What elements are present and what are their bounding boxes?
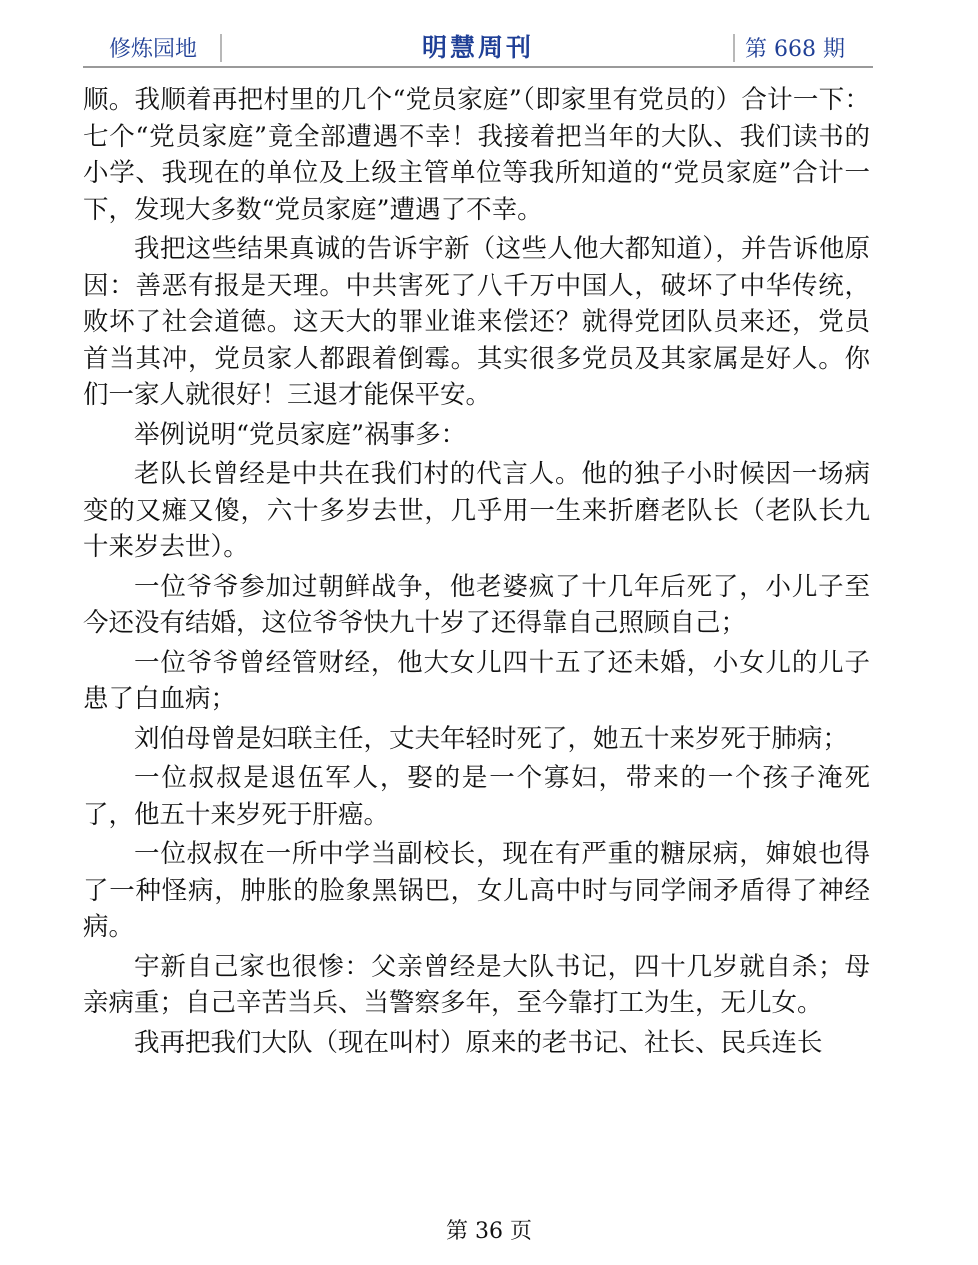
paragraph: 我把这些结果真诚的告诉宇新（这些人他大都知道），并告诉他原因：善恶有报是天理。中共害死了八千万中国人，破坏了中华传统，败坏了社会道德。这天大的罪业谁来偿还？就得党团队员来还，党员首当其冲，党员家人都跟着倒霉。其实很多党员及其家属是好人。你们一家人就很好！三退才能保平安。 [83,234,870,410]
paragraph: 刘伯母曾是妇联主任，丈夫年轻时死了，她五十来岁死于肺病； [134,723,849,754]
paragraph: 宇新自己家也很惨：父亲曾经是大队书记，四十几岁就自杀；母亲病重；自己辛苦当兵、当警察多年，至今靠打工为生，无儿女。 [83,951,870,1018]
section-name: 修炼园地 [109,37,198,62]
publication-title: 明慧周刊 [421,33,534,62]
issue-number: 第 668 期 [745,37,845,62]
paragraph: 顺。我顺着再把村里的几个“党员家庭”（即家里有党员的）合计一下：七个“党员家庭”竟全部遭遇不幸！我接着把当年的大队、我们读书的小学、我现在的单位及上级主管单位等我所知道的“党员家庭”合计一下，发现大多数“党员家庭”遭遇了不幸。 [83,85,870,225]
paragraph: 老队长曾经是中共在我们村的代言人。他的独子小时候因一场病变的又瘫又傻，六十多岁去世，几乎用一生来折磨老队长（老队长九十来岁去世）。 [83,459,870,562]
paragraph: 一位叔叔在一所中学当副校长，现在有严重的糖尿病，婶娘也得了一种怪病，肿胀的脸象黑锅巴，女儿高中时与同学闹矛盾得了神经病。 [83,839,870,942]
paragraph: 一位爷爷参加过朝鲜战争，他老婆疯了十几年后死了，小儿子至今还没有结婚，这位爷爷快九十岁了还得靠自己照顾自己； [83,571,870,638]
paragraph: 我再把我们大队（现在叫村）原来的老书记、社长、民兵连长 [134,1027,823,1058]
page-number: 第 36 页 [446,1219,532,1244]
article-body [83,82,870,1064]
header-rule [83,66,873,68]
page-header [83,26,873,66]
paragraph: 举例说明“党员家庭”祸事多： [134,419,467,450]
paragraph: 一位叔叔是退伍军人，娶的是一个寡妇，带来的一个孩子淹死了，他五十来岁死于肝癌。 [83,763,870,830]
paragraph: 一位爷爷曾经管财经，他大女儿四十五了还未婚，小女儿的儿子患了白血病； [83,647,870,714]
header-divider-right [733,34,735,62]
